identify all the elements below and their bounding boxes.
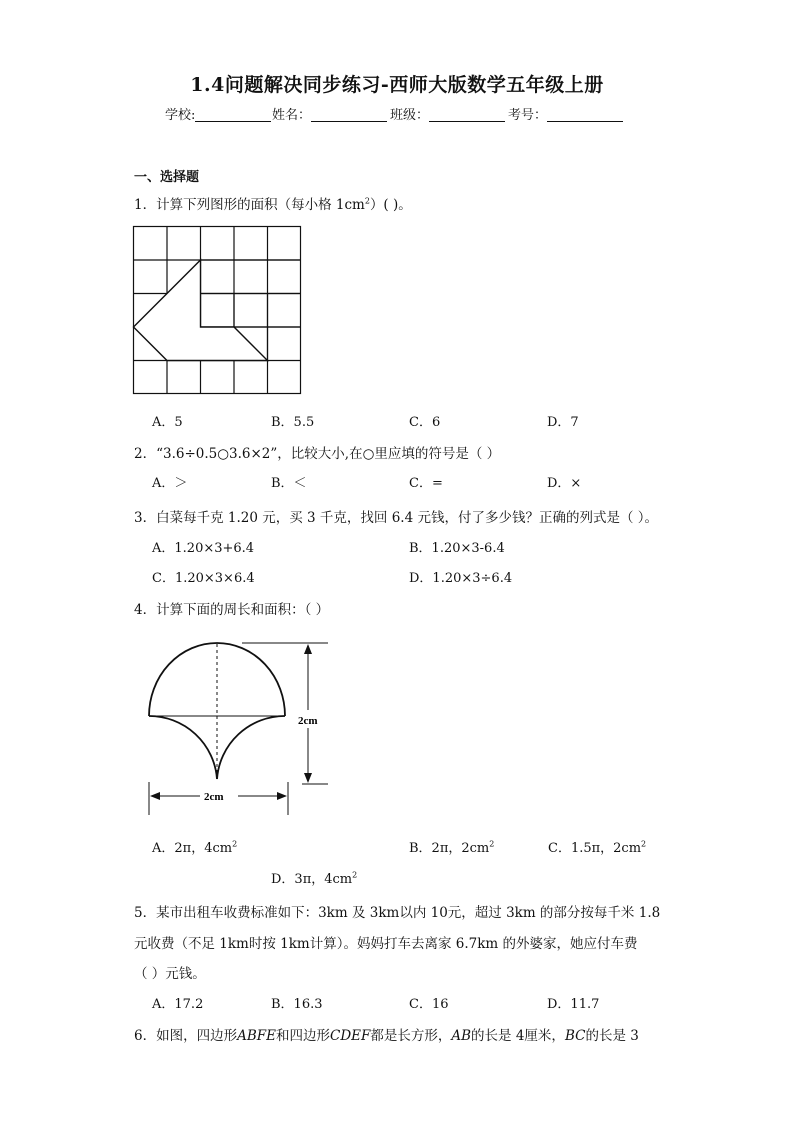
q2-option-b[interactable]: B．＜ <box>271 476 307 491</box>
q3-option-d[interactable]: D．1.20×3÷6.4 <box>409 571 513 586</box>
school-blank[interactable] <box>195 107 271 122</box>
school-field <box>165 104 271 123</box>
q4-option-b-text: B．2π，2cm <box>409 841 490 856</box>
q6-var-ab: AB <box>451 1028 472 1044</box>
page-title: 1.4问题解决同步练习-西师大版数学五年级上册 <box>190 74 604 96</box>
q2-option-c[interactable]: C．= <box>409 476 443 491</box>
q4-option-c-sup: 2 <box>641 839 647 849</box>
id-label: 考号： <box>508 108 548 123</box>
question-5-line-2: 元收费（不足 1km时按 1km计算）。妈妈打车去离家 6.7km 的外婆家，她应付车费 <box>134 936 638 952</box>
id-blank[interactable] <box>547 107 623 122</box>
q1-text-end: ）( )。 <box>369 197 412 213</box>
q4-option-d-sup: 2 <box>352 870 358 880</box>
question-5-line-3: （ ）元钱。 <box>134 966 206 982</box>
q4-right-quarter-arc <box>217 716 285 779</box>
q4-arrow-down <box>304 773 312 783</box>
section-title: 一、选择题 <box>134 170 200 185</box>
q1-sup: 2 <box>364 196 370 206</box>
question-6 <box>134 1024 639 1044</box>
q1-grid-figure <box>132 225 304 397</box>
q3-option-c[interactable]: C．1.20×3×6.4 <box>152 571 255 586</box>
q1-option-c[interactable]: C．6 <box>409 415 441 430</box>
q6-var-cdef: CDEF <box>330 1028 371 1044</box>
q4-option-b-sup: 2 <box>489 839 495 849</box>
q5-option-c[interactable]: C．16 <box>409 997 449 1012</box>
q4-option-b[interactable] <box>409 837 494 856</box>
q2-option-a[interactable]: A．＞ <box>152 476 188 491</box>
question-5-line-1: 5．某市出租车收费标准如下：3km 及 3km以内 10元，超过 3km 的部分按每千米 1.8 <box>134 905 661 921</box>
q4-option-a-text: A．2π，4cm <box>152 841 233 856</box>
q6-text-2: 和四边形 <box>276 1028 330 1044</box>
name-blank[interactable] <box>311 107 387 122</box>
q2-option-d[interactable]: D．× <box>547 476 582 491</box>
question-2: 2．“3.6÷0.5○3.6×2”，比较大小,在○里应填的符号是（ ） <box>134 446 501 462</box>
name-label: 姓名： <box>272 108 312 123</box>
q1-text: 1．计算下列图形的面积（每小格 1cm <box>134 197 365 213</box>
q4-arrow-right <box>277 792 287 800</box>
q6-text-4: 的长是 4厘米， <box>471 1028 565 1044</box>
id-field <box>508 104 623 123</box>
q5-option-a[interactable]: A．17.2 <box>152 997 204 1012</box>
class-blank[interactable] <box>429 107 505 122</box>
q4-figure <box>140 632 340 822</box>
q4-option-a[interactable] <box>152 837 237 856</box>
q4-option-d-text: D．3π，4cm <box>271 872 353 887</box>
q4-width-label: 2cm <box>204 791 224 803</box>
q6-text-1: 6．如图，四边形 <box>134 1028 238 1044</box>
q4-option-c[interactable] <box>548 837 646 856</box>
q3-option-b[interactable]: B．1.20×3-6.4 <box>409 541 505 556</box>
q4-left-quarter-arc <box>149 716 217 779</box>
q4-option-c-text: C．1.5π，2cm <box>548 841 642 856</box>
class-field <box>390 104 505 123</box>
school-label: 学校: <box>165 108 196 123</box>
q4-height-label: 2cm <box>298 715 318 727</box>
q6-var-abfe: ABFE <box>237 1028 276 1044</box>
q1-option-a[interactable]: A．5 <box>152 415 183 430</box>
question-3: 3．白菜每千克 1.20 元，买 3 千克，找回 6.4 元钱，付了多少钱？正确的列式是（ ）。 <box>134 510 658 526</box>
q4-option-a-sup: 2 <box>232 839 238 849</box>
q1-option-d[interactable]: D．7 <box>547 415 579 430</box>
q6-text-5: 的长是 3 <box>585 1028 639 1044</box>
class-label: 班级： <box>390 108 430 123</box>
q4-arrow-left <box>150 792 160 800</box>
q4-option-d[interactable] <box>271 868 357 887</box>
q6-var-bc: BC <box>564 1028 586 1044</box>
q1-shaded-shape <box>134 260 268 361</box>
q4-arrow-up <box>304 644 312 654</box>
q1-option-b[interactable]: B．5.5 <box>271 415 315 430</box>
q3-option-a[interactable]: A．1.20×3+6.4 <box>152 541 255 556</box>
q5-option-d[interactable]: D．11.7 <box>547 997 600 1012</box>
name-field <box>272 104 387 123</box>
q5-option-b[interactable]: B．16.3 <box>271 997 323 1012</box>
question-4: 4．计算下面的周长和面积：（ ） <box>134 602 330 618</box>
question-1 <box>134 193 412 213</box>
q6-text-3: 都是长方形， <box>370 1028 452 1044</box>
